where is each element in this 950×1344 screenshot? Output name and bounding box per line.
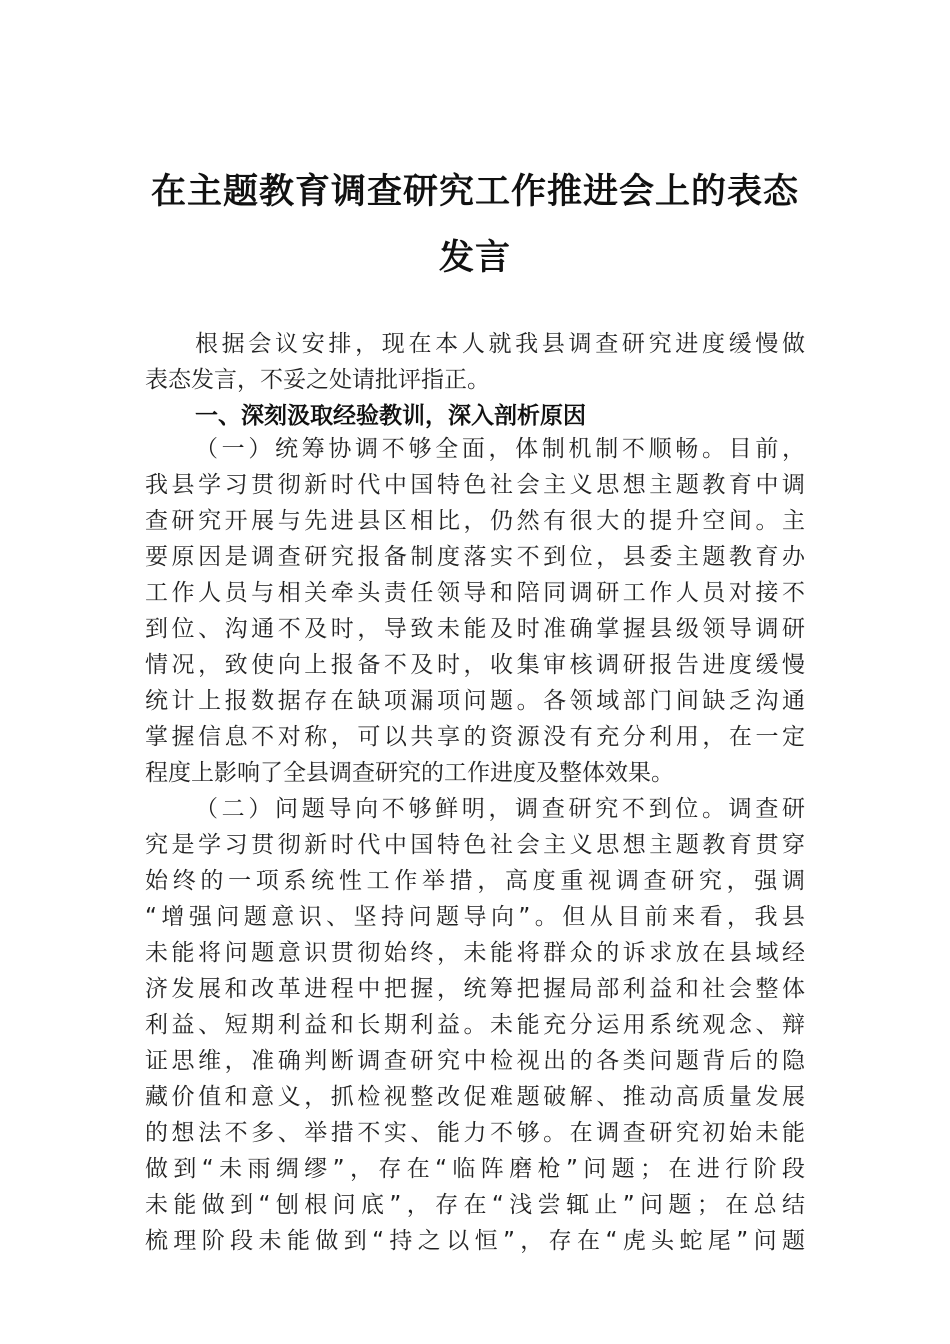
para1-line: 查研究开展与先进县区相比，仍然有很大的提升空间。主 [145,508,805,534]
para1-line: （一）统筹协调不够全面，体制机制不顺畅。目前， [195,436,805,462]
para1-line: 到位、沟通不及时，导致未能及时准确掌握县级领导调研 [145,616,805,642]
para2-line: 的想法不多、举措不实、能力不够。在调查研究初始未能 [145,1120,805,1146]
para2-line: 未能将问题意识贯彻始终，未能将群众的诉求放在县域经 [145,940,805,966]
para2-line: （二）问题导向不够鲜明，调查研究不到位。调查研 [195,796,805,822]
para2-line: 未能做到“刨根问底”，存在“浅尝辄止”问题；在总结 [145,1192,805,1218]
para2-line: 藏价值和意义，抓检视整改促难题破解、推动高质量发展 [145,1084,805,1110]
para1-line: 要原因是调查研究报备制度落实不到位，县委主题教育办 [145,544,805,570]
para2-line: “增强问题意识、坚持问题导向”。但从目前来看，我县 [145,904,805,930]
para2-line: 始终的一项系统性工作举措，高度重视调查研究，强调 [145,868,805,894]
para2-line: 证思维，准确判断调查研究中检视出的各类问题背后的隐 [145,1048,805,1074]
document-title-line-1: 在主题教育调查研究工作推进会上的表态 [150,171,799,212]
para2-line: 究是学习贯彻新时代中国特色社会主义思想主题教育贯穿 [145,832,805,858]
para2-line: 梳理阶段未能做到“持之以恒”，存在“虎头蛇尾”问题 [145,1228,805,1254]
para1-line: 程度上影响了全县调查研究的工作进度及整体效果。 [145,760,674,786]
para1-line: 工作人员与相关牵头责任领导和陪同调研工作人员对接不 [145,580,805,606]
para1-line: 统计上报数据存在缺项漏项问题。各领域部门间缺乏沟通 [145,688,805,714]
para2-line: 利益、短期利益和长期利益。未能充分运用系统观念、辩 [145,1012,805,1038]
para2-line: 做到“未雨绸缪”，存在“临阵磨枪”问题；在进行阶段 [145,1156,805,1182]
section-heading-1: 一、深刻汲取经验教训，深入剖析原因 [195,403,586,429]
para1-line: 掌握信息不对称，可以共享的资源没有充分利用，在一定 [145,724,805,750]
para2-line: 济发展和改革进程中把握，统筹把握局部利益和社会整体 [145,976,805,1002]
document-title-line-2: 发言 [438,237,511,278]
intro-line-1: 根据会议安排，现在本人就我县调查研究进度缓慢做 [195,331,805,357]
para1-line: 情况，致使向上报备不及时，收集审核调研报告进度缓慢 [145,652,805,678]
para1-line: 我县学习贯彻新时代中国特色社会主义思想主题教育中调 [145,472,805,498]
intro-line-2: 表态发言，不妥之处请批评指正。 [145,367,490,393]
